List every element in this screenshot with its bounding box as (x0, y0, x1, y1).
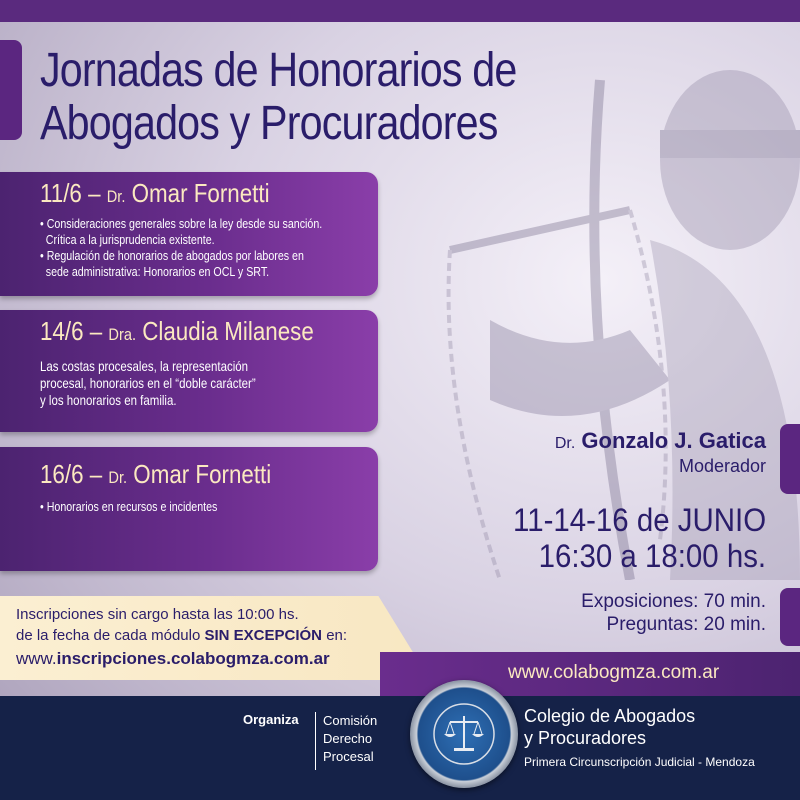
registration-link-domain: inscripciones.colabogmza.com.ar (56, 649, 330, 668)
comision-text (323, 712, 377, 766)
registration-line-2 (16, 625, 347, 646)
website-link[interactable]: www.colabogmza.com.ar (508, 662, 720, 683)
speaker-title: Dr. (108, 468, 128, 487)
session-card-3 (0, 447, 378, 571)
topic-line: Crítica a la jurisprudencia existente. (45, 232, 215, 247)
speaker-name: Omar Fornetti (133, 459, 272, 489)
preguntas-duration: Preguntas: 20 min. (606, 614, 766, 635)
topic-line: procesal, honorarios en el “doble carácter” (40, 375, 256, 391)
moderator-role: Moderador (678, 456, 766, 476)
moderator-name (555, 428, 766, 454)
registration-line-1: Inscripciones sin cargo hasta las 10:00 hs. (16, 606, 299, 623)
title-line-1: Jornadas de Honorarios de (40, 44, 517, 97)
top-bar (0, 0, 800, 22)
scales-of-justice-icon (410, 680, 518, 788)
comision-line: Procesal (323, 749, 374, 764)
speaker-name: Omar Fornetti (131, 178, 270, 208)
title-line-2: Abogados y Procuradores (40, 97, 498, 150)
session-header (40, 459, 271, 490)
comision-line: Derecho (323, 731, 373, 746)
colegio-name-line-1: Colegio de Abogados (524, 706, 696, 726)
footer-divider (315, 712, 316, 770)
session-card-2 (0, 310, 378, 432)
topic-line: • Regulación de honorarios de abogados por labores en (40, 248, 304, 263)
schedule-accent-tab (780, 588, 800, 646)
topic-line: • Consideraciones generales sobre la ley desde su sanción. (40, 216, 323, 231)
organiza-label: Organiza (243, 712, 299, 727)
speaker-name: Claudia Milanese (142, 316, 314, 346)
session-topics (40, 358, 360, 409)
exposiciones-duration: Exposiciones: 70 min. (581, 591, 766, 612)
event-dates: 11-14-16 de JUNIO (512, 502, 766, 538)
topic-line: Las costas procesales, la representación (40, 358, 249, 374)
session-date: 16/6 – (40, 459, 103, 489)
event-schedule (513, 502, 766, 574)
title-accent-tab (0, 40, 22, 140)
registration-link[interactable] (16, 649, 330, 669)
colegio-name-line-2: y Procuradores (524, 728, 647, 748)
registration-link-prefix: www. (16, 649, 57, 668)
session-header (40, 316, 314, 347)
colegio-jurisdiction: Primera Circunscripción Judicial - Mendoza (524, 755, 755, 769)
topic-line: sede administrativa: Honorarios en OCL y SRT. (45, 264, 270, 279)
duration-info (581, 590, 766, 636)
session-card-1 (0, 172, 378, 296)
moderator-accent-tab (780, 424, 800, 494)
page-title (40, 44, 522, 150)
registration-line-2-end: en: (326, 627, 348, 644)
session-topics (40, 216, 360, 280)
colegio-seal-logo (410, 680, 518, 788)
session-date: 11/6 – (40, 178, 101, 208)
registration-line-2-text: de la fecha de cada módulo (16, 627, 201, 644)
topic-line: • Honorarios en recursos e incidentes (40, 499, 218, 514)
session-header (40, 178, 270, 209)
session-date: 14/6 – (40, 316, 103, 346)
moderator-full-name: Gonzalo J. Gatica (581, 428, 766, 453)
moderator-title: Dr. (554, 435, 576, 452)
registration-emphasis: SIN EXCEPCIÓN (204, 627, 323, 644)
session-topics (40, 499, 360, 515)
speaker-title: Dr. (106, 187, 126, 206)
event-hours: 16:30 a 18:00 hs. (538, 538, 766, 574)
comision-line: Comisión (323, 713, 378, 728)
speaker-title: Dra. (108, 325, 137, 344)
registration-text (16, 604, 347, 646)
topic-line: y los honorarios en familia. (40, 392, 177, 408)
